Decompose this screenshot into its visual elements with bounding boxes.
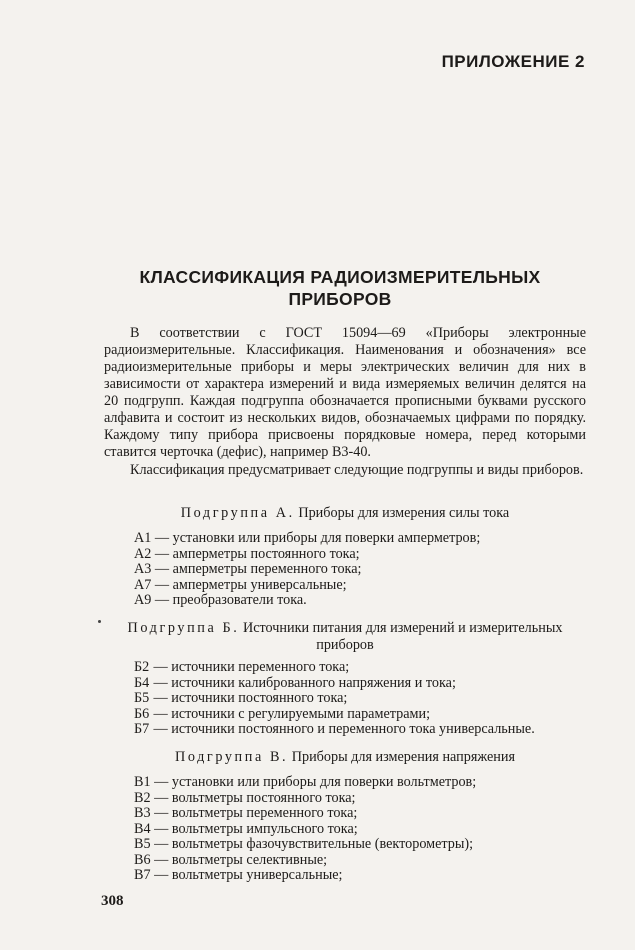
page-title	[90, 266, 590, 310]
subgroup-v-list	[134, 775, 594, 884]
subgroup-b-heading	[104, 620, 586, 654]
subgroup-v-title: Приборы для измерения напряжения	[291, 749, 515, 765]
list-item: Б2 — источники переменного тока;	[134, 659, 350, 675]
list-item: В3 — вольтметры переменного тока;	[134, 805, 358, 821]
list-item: В4 — вольтметры импульсного тока;	[134, 820, 358, 837]
subgroup-a-list	[134, 531, 594, 609]
title-line-1: КЛАССИФИКАЦИЯ РАДИОИЗМЕРИТЕЛЬНЫХ	[139, 267, 541, 287]
list-item: В2 — вольтметры постоянного тока;	[134, 789, 356, 806]
title-line-2: ПРИБОРОВ	[288, 289, 392, 309]
list-item: В7 — вольтметры универсальные;	[134, 867, 343, 883]
page-number: 308	[101, 893, 124, 909]
subgroup-a-heading	[104, 505, 586, 522]
list-item: Б5 — источники постоянного тока;	[134, 690, 348, 706]
list-item: А9 — преобразователи тока.	[134, 592, 307, 608]
subgroup-b-list	[134, 660, 594, 738]
list-item: А3 — амперметры переменного тока;	[134, 561, 362, 577]
appendix-heading: ПРИЛОЖЕНИЕ 2	[441, 52, 585, 71]
list-item: А2 — амперметры постоянного тока;	[134, 545, 360, 562]
intro-paragraph-2: Классификация предусматривает следующие подгруппы и виды приборов.	[130, 462, 584, 478]
list-item: В6 — вольтметры селективные;	[134, 851, 328, 868]
intro-paragraph-1: В соответствии с ГОСТ 15094—69 «Приборы электронные радиоизмерительные. Классификация. Наименования и обозначения» все радиоизмерительные приборы и меры электрических величин для них в зависимости от характера измерений и вида измеряемых величин делятся на 20 подгрупп. Каждая подгруппа обозначается прописными буквами русского алфавита и состоит из нескольких видов, обозначаемых цифрами по порядку. Каждому типу прибора присвоены порядковые номера, перед которыми ставится черточка (дефис), например В3-40.	[104, 325, 586, 460]
list-item: Б7 — источники постоянного и переменного тока универсальные.	[134, 721, 535, 737]
subgroup-a-label: Подгруппа А.	[180, 505, 295, 521]
list-item: Б4 — источники калиброванного напряжения и тока;	[134, 674, 456, 691]
list-item: Б6 — источники с регулируемыми параметрами;	[134, 705, 431, 722]
subgroup-b-label: Подгруппа Б.	[127, 620, 240, 636]
list-item: В5 — вольтметры фазочувствительные (векторометры);	[134, 836, 474, 852]
list-item: В1 — установки или приборы для поверки вольтметров;	[134, 774, 477, 790]
subgroup-v-heading	[104, 749, 586, 766]
list-item: А1 — установки или приборы для поверки амперметров;	[134, 530, 481, 546]
subgroup-b-title: Источники питания для измерений и измерительных приборов	[242, 620, 563, 653]
subgroup-a-title: Приборы для измерения силы тока	[298, 505, 510, 521]
subgroup-v-label: Подгруппа В.	[174, 749, 289, 765]
print-speck	[98, 620, 101, 623]
list-item: А7 — амперметры универсальные;	[134, 576, 347, 593]
